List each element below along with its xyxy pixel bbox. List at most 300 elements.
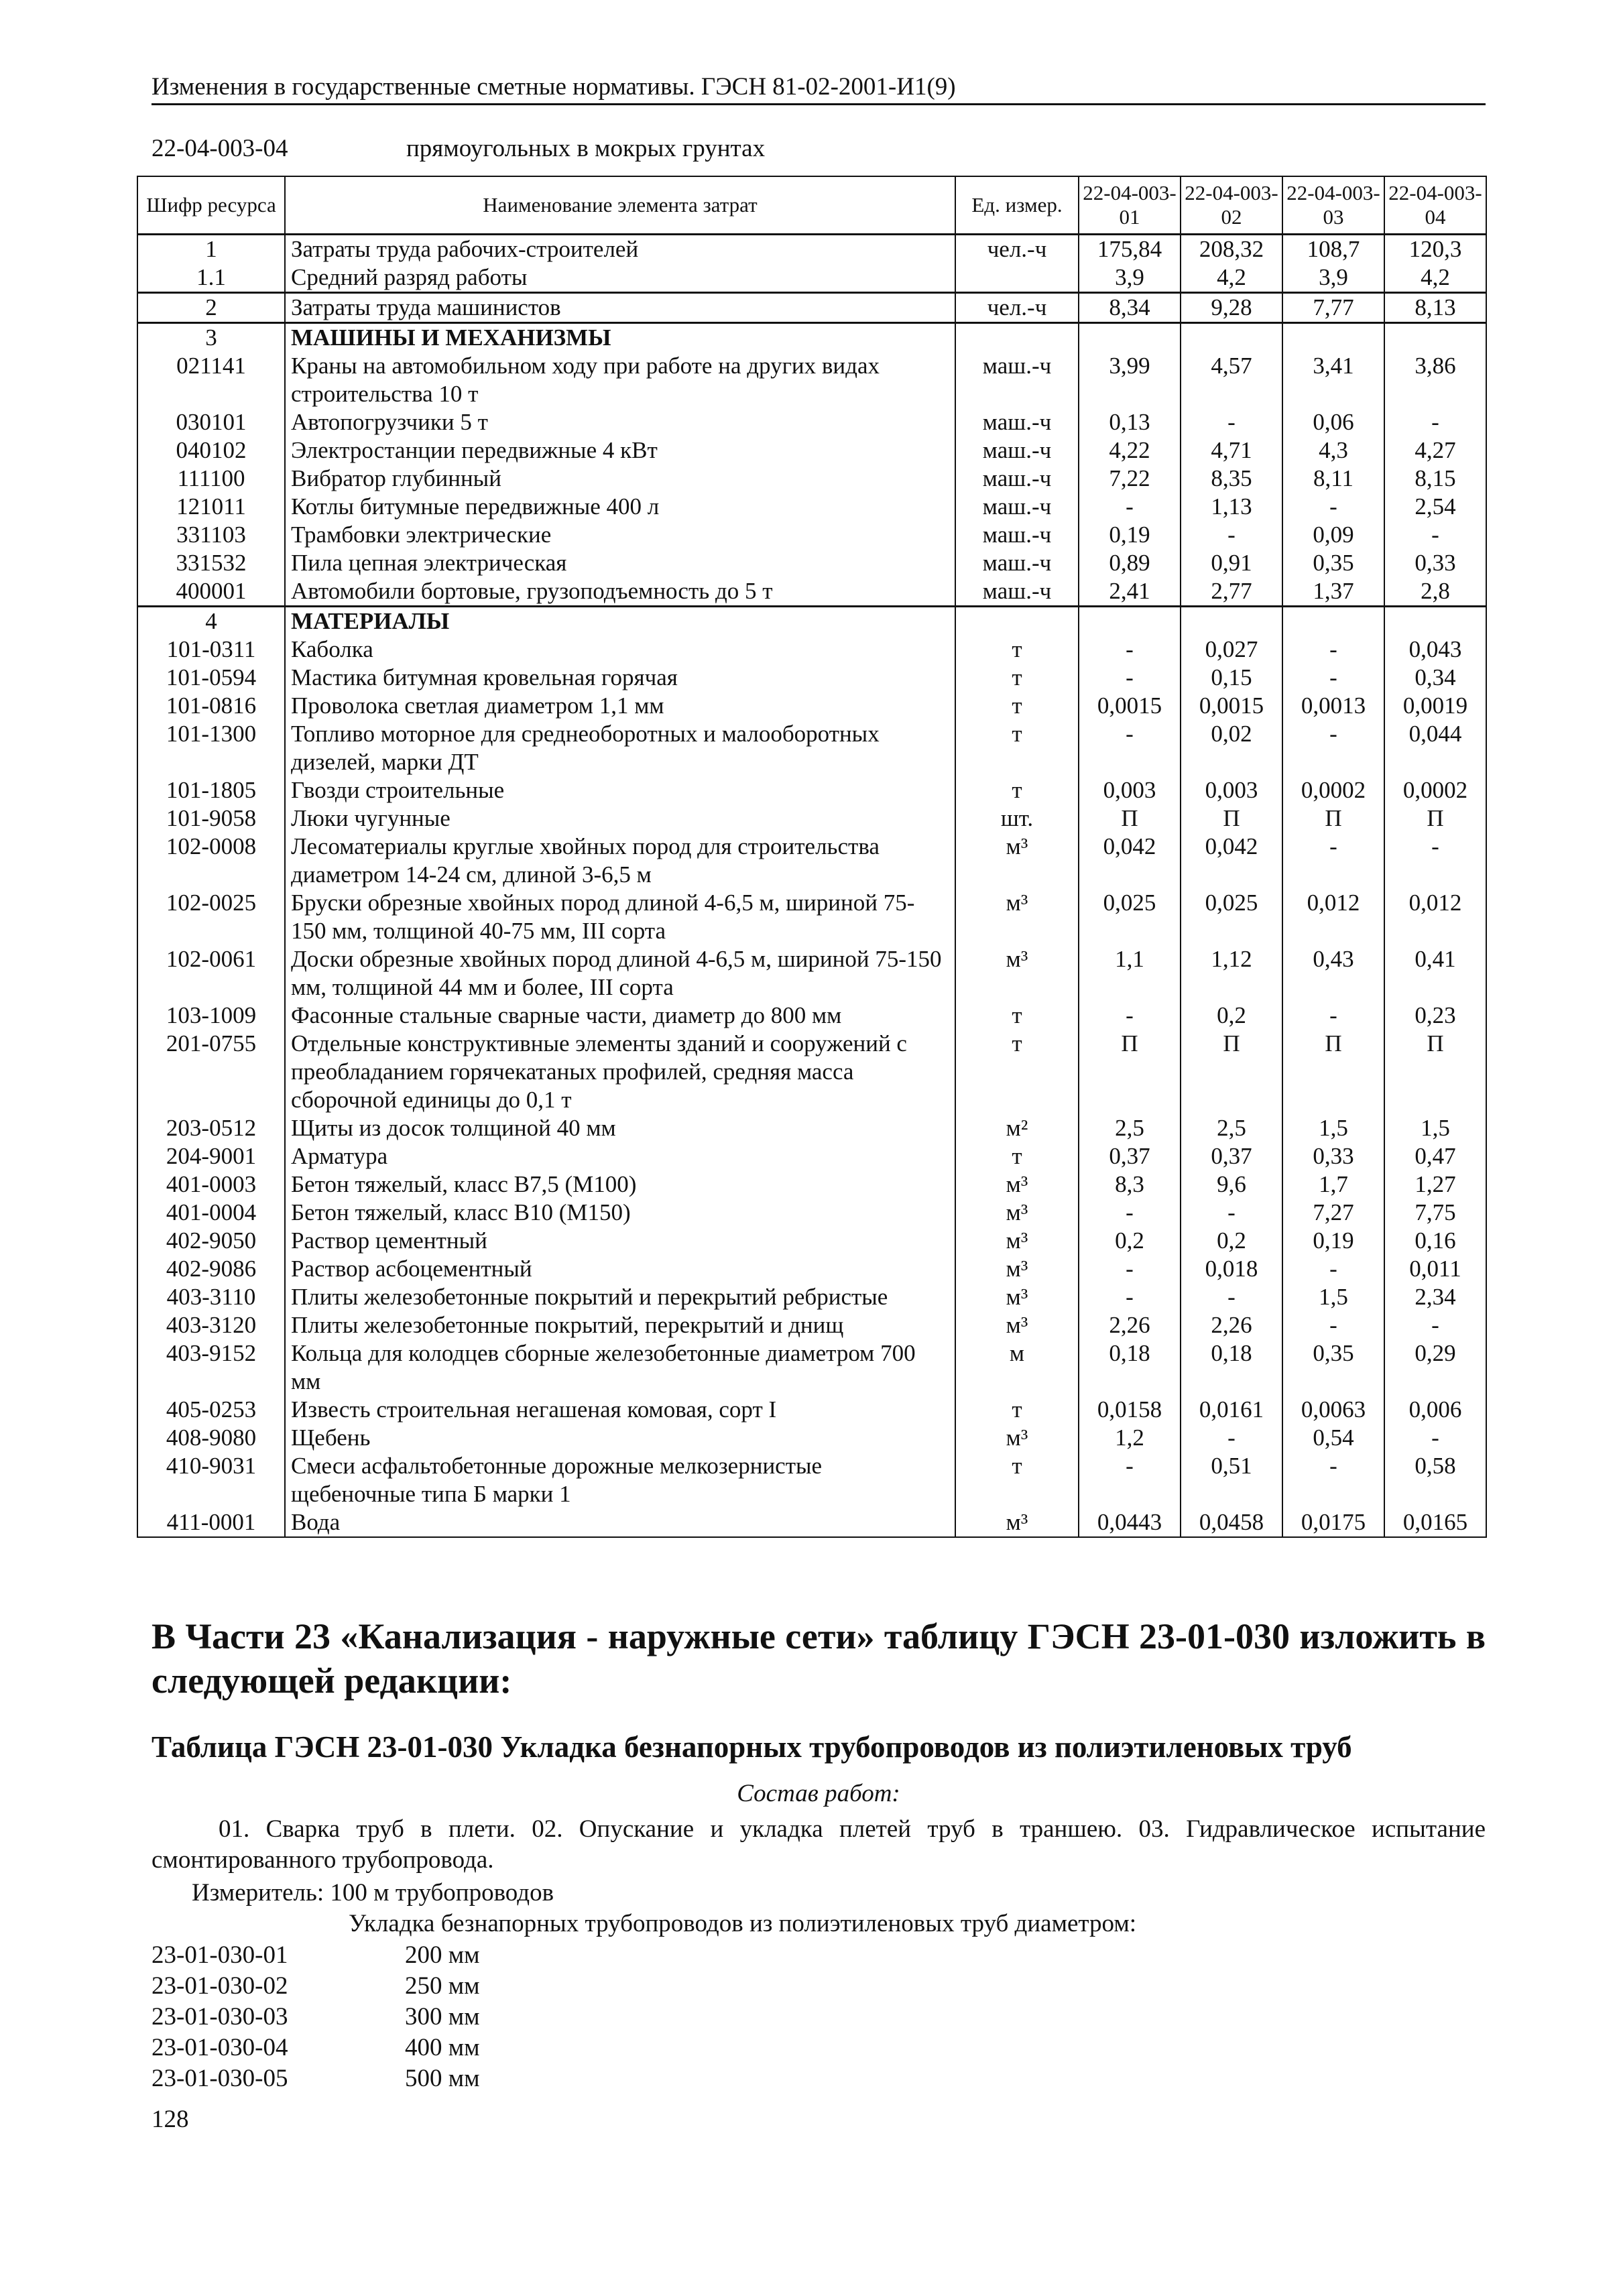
table-row [137, 1170, 1486, 1199]
value-cell-02: 0,042 [1181, 833, 1282, 889]
item-value: 250 мм [405, 1972, 480, 2000]
value-cell-01 [1079, 607, 1181, 636]
value-cell-04: 0,011 [1384, 1255, 1486, 1283]
value-cell-02: 0,37 [1181, 1142, 1282, 1170]
value-cell-01: 3,9 [1079, 263, 1181, 293]
table-row [137, 1452, 1486, 1508]
value-cell-02: 0,018 [1181, 1255, 1282, 1283]
resource-code-cell: 400001 [137, 577, 285, 607]
unit-cell: м³ [955, 1283, 1079, 1311]
unit-cell: м [955, 1339, 1079, 1396]
cost-element-cell: Автопогрузчики 5 т [285, 408, 955, 436]
cost-element-cell: Бетон тяжелый, класс В7,5 (М100) [285, 1170, 955, 1199]
header-cost-element: Наименование элемента затрат [285, 176, 955, 235]
unit-cell: чел.-ч [955, 293, 1079, 323]
value-cell-04: 1,27 [1384, 1170, 1486, 1199]
table-row [137, 493, 1486, 521]
cost-element-cell: Мастика битумная кровельная горячая [285, 664, 955, 692]
unit-cell: т [955, 720, 1079, 776]
value-cell-02: - [1181, 521, 1282, 549]
value-cell-02: 9,28 [1181, 293, 1282, 323]
cost-element-cell: Средний разряд работы [285, 263, 955, 293]
unit-cell: т [955, 1396, 1079, 1424]
value-cell-04: - [1384, 1424, 1486, 1452]
value-cell-04: 3,86 [1384, 352, 1486, 408]
cost-element-cell: Котлы битумные передвижные 400 л [285, 493, 955, 521]
value-cell-01: - [1079, 636, 1181, 664]
value-cell-02: - [1181, 408, 1282, 436]
unit-cell: т [955, 1142, 1079, 1170]
item-value: 300 мм [405, 2003, 480, 2031]
value-cell-04: - [1384, 1311, 1486, 1339]
cost-element-cell: Автомобили бортовые, грузоподъемность до 5 т [285, 577, 955, 607]
value-cell-04: 0,0002 [1384, 776, 1486, 804]
cost-element-cell: Топливо моторное для среднеоборотных и малооборотных дизелей, марки ДТ [285, 720, 955, 776]
value-cell-04: 0,16 [1384, 1227, 1486, 1255]
value-cell-01: 0,19 [1079, 521, 1181, 549]
value-cell-01: 1,2 [1079, 1424, 1181, 1452]
value-cell-03: 0,54 [1282, 1424, 1384, 1452]
table-row [137, 352, 1486, 408]
header-norm-01: 22-04-003-01 [1079, 176, 1181, 235]
cost-element-cell: Плиты железобетонные покрытий и перекрытий ребристые [285, 1283, 955, 1311]
unit-cell: т [955, 664, 1079, 692]
value-cell-02: П [1181, 804, 1282, 833]
item-value: 500 мм [405, 2065, 480, 2092]
cost-element-cell: Щебень [285, 1424, 955, 1452]
page-header: Изменения в государственные сметные нормативы. ГЭСН 81-02-2001-И1(9) [152, 72, 1486, 105]
value-cell-04: П [1384, 804, 1486, 833]
resource-code-cell: 101-0594 [137, 664, 285, 692]
resource-code-cell: 408-9080 [137, 1424, 285, 1452]
cost-element-cell: Каболка [285, 636, 955, 664]
value-cell-03: - [1282, 1255, 1384, 1283]
unit-cell: м³ [955, 1170, 1079, 1199]
value-cell-04: 0,58 [1384, 1452, 1486, 1508]
value-cell-03: 4,3 [1282, 436, 1384, 465]
table-body [137, 235, 1486, 1538]
value-cell-01 [1079, 323, 1181, 353]
table-section-row [137, 607, 1486, 636]
value-cell-04: 120,3 [1384, 235, 1486, 264]
value-cell-04: 0,0165 [1384, 1508, 1486, 1537]
value-cell-03: 1,5 [1282, 1114, 1384, 1142]
header-unit: Ед. измер. [955, 176, 1079, 235]
value-cell-03: 0,43 [1282, 945, 1384, 1002]
table-row [137, 945, 1486, 1002]
value-cell-03: 0,0013 [1282, 692, 1384, 720]
value-cell-01: П [1079, 1030, 1181, 1114]
value-cell-01: 0,0015 [1079, 692, 1181, 720]
section-heading: В Части 23 «Канализация - наружные сети» таблицу ГЭСН 23-01-030 изложить в следующей редакции: [152, 1616, 1486, 1701]
resource-code-cell: 401-0004 [137, 1199, 285, 1227]
table-row [137, 521, 1486, 549]
value-cell-03: 0,19 [1282, 1227, 1384, 1255]
unit-cell: м³ [955, 945, 1079, 1002]
value-cell-03: 7,27 [1282, 1199, 1384, 1227]
cost-element-cell: Пила цепная электрическая [285, 549, 955, 577]
item-value: 400 мм [405, 2034, 480, 2061]
value-cell-03: - [1282, 1452, 1384, 1508]
value-cell-03: 8,11 [1282, 465, 1384, 493]
value-cell-01: - [1079, 1199, 1181, 1227]
resource-code-cell: 103-1009 [137, 1002, 285, 1030]
value-cell-03: П [1282, 804, 1384, 833]
value-cell-04: 1,5 [1384, 1114, 1486, 1142]
value-cell-02: 0,0458 [1181, 1508, 1282, 1537]
value-cell-01: 2,5 [1079, 1114, 1181, 1142]
resource-code-cell: 101-1300 [137, 720, 285, 776]
value-cell-02 [1181, 323, 1282, 353]
cost-element-cell: МАТЕРИАЛЫ [285, 607, 955, 636]
cost-element-cell: Фасонные стальные сварные части, диаметр до 800 мм [285, 1002, 955, 1030]
cost-element-cell: Проволока светлая диаметром 1,1 мм [285, 692, 955, 720]
table-row [137, 692, 1486, 720]
table-row [137, 833, 1486, 889]
value-cell-03: 0,012 [1282, 889, 1384, 945]
value-cell-01: 0,13 [1079, 408, 1181, 436]
item-code: 23-01-030-04 [152, 2034, 288, 2061]
resource-code-cell: 410-9031 [137, 1452, 285, 1508]
cost-element-cell: Лесоматериалы круглые хвойных пород для строительства диаметром 14-24 см, длиной 3-6,5 м [285, 833, 955, 889]
resource-code-cell: 331103 [137, 521, 285, 549]
table-row [137, 636, 1486, 664]
unit-cell: м² [955, 1114, 1079, 1142]
value-cell-04: 2,34 [1384, 1283, 1486, 1311]
value-cell-04: 0,043 [1384, 636, 1486, 664]
composition-label: Состав работ: [737, 1780, 900, 1807]
value-cell-01: 0,042 [1079, 833, 1181, 889]
unit-cell: м³ [955, 1508, 1079, 1537]
value-cell-01: 2,26 [1079, 1311, 1181, 1339]
header-norm-03: 22-04-003-03 [1282, 176, 1384, 235]
value-cell-03 [1282, 607, 1384, 636]
value-cell-03: 7,77 [1282, 293, 1384, 323]
unit-cell: т [955, 1002, 1079, 1030]
value-cell-04: 4,2 [1384, 263, 1486, 293]
value-cell-04: - [1384, 408, 1486, 436]
unit-cell: маш.-ч [955, 465, 1079, 493]
table-row [137, 436, 1486, 465]
value-cell-04: 0,006 [1384, 1396, 1486, 1424]
unit-cell: маш.-ч [955, 408, 1079, 436]
unit-cell [955, 323, 1079, 353]
cost-element-cell: Бруски обрезные хвойных пород длиной 4-6,5 м, шириной 75-150 мм, толщиной 40-75 мм, III сорта [285, 889, 955, 945]
value-cell-04: 0,012 [1384, 889, 1486, 945]
unit-cell: шт. [955, 804, 1079, 833]
value-cell-02: 0,91 [1181, 549, 1282, 577]
value-cell-04: 8,15 [1384, 465, 1486, 493]
unit-cell: м³ [955, 833, 1079, 889]
table-row [137, 263, 1486, 293]
value-cell-03: П [1282, 1030, 1384, 1114]
value-cell-02: 2,5 [1181, 1114, 1282, 1142]
cost-element-cell: Отдельные конструктивные элементы зданий и сооружений с преобладанием горячекатаных профилей, средняя масса сборочной единицы до 0,1 т [285, 1030, 955, 1114]
cost-element-cell: Плиты железобетонные покрытий, перекрытий и днищ [285, 1311, 955, 1339]
resource-code-cell: 405-0253 [137, 1396, 285, 1424]
value-cell-04 [1384, 607, 1486, 636]
table-row [137, 1339, 1486, 1396]
cost-element-cell: Электростанции передвижные 4 кВт [285, 436, 955, 465]
cost-element-cell: Затраты труда рабочих-строителей [285, 235, 955, 264]
table-header-row [137, 176, 1486, 235]
table-row [137, 465, 1486, 493]
cost-element-cell: Раствор асбоцементный [285, 1255, 955, 1283]
value-cell-01: - [1079, 1002, 1181, 1030]
value-cell-02: 0,2 [1181, 1227, 1282, 1255]
value-cell-04: 0,47 [1384, 1142, 1486, 1170]
value-cell-03 [1282, 323, 1384, 353]
unit-cell: чел.-ч [955, 235, 1079, 264]
table-row [137, 235, 1486, 264]
resource-code-cell: 101-0816 [137, 692, 285, 720]
value-cell-03: 1,7 [1282, 1170, 1384, 1199]
value-cell-01: 0,2 [1079, 1227, 1181, 1255]
value-cell-02: 0,02 [1181, 720, 1282, 776]
value-cell-04: 0,29 [1384, 1339, 1486, 1396]
table-row [137, 1424, 1486, 1452]
resource-code-cell: 401-0003 [137, 1170, 285, 1199]
value-cell-02: 0,0015 [1181, 692, 1282, 720]
value-cell-03: 0,33 [1282, 1142, 1384, 1170]
cost-element-cell: Краны на автомобильном ходу при работе на других видах строительства 10 т [285, 352, 955, 408]
value-cell-02: 4,57 [1181, 352, 1282, 408]
unit-cell: т [955, 1030, 1079, 1114]
value-cell-02: П [1181, 1030, 1282, 1114]
value-cell-03: 1,37 [1282, 577, 1384, 607]
value-cell-03: - [1282, 636, 1384, 664]
table-row [137, 1255, 1486, 1283]
resource-code-cell: 2 [137, 293, 285, 323]
header-norm-04: 22-04-003-04 [1384, 176, 1486, 235]
value-cell-03: 0,06 [1282, 408, 1384, 436]
table-row [137, 889, 1486, 945]
header-resource-code: Шифр ресурса [137, 176, 285, 235]
page-number: 128 [152, 2106, 189, 2133]
value-cell-02: 208,32 [1181, 235, 1282, 264]
table-row [137, 1227, 1486, 1255]
value-cell-01: 0,025 [1079, 889, 1181, 945]
resource-code-cell: 201-0755 [137, 1030, 285, 1114]
table-row [137, 1508, 1486, 1537]
value-cell-04: 0,23 [1384, 1002, 1486, 1030]
value-cell-04: 0,33 [1384, 549, 1486, 577]
value-cell-04: - [1384, 833, 1486, 889]
value-cell-02: - [1181, 1199, 1282, 1227]
unit-cell: т [955, 1452, 1079, 1508]
value-cell-01: 4,22 [1079, 436, 1181, 465]
resource-code-cell: 203-0512 [137, 1114, 285, 1142]
unit-cell: м³ [955, 1199, 1079, 1227]
item-code: 23-01-030-03 [152, 2003, 288, 2031]
value-cell-02: - [1181, 1424, 1282, 1452]
unit-cell: маш.-ч [955, 521, 1079, 549]
value-cell-02: 4,71 [1181, 436, 1282, 465]
value-cell-01: - [1079, 493, 1181, 521]
table-row [137, 1199, 1486, 1227]
cost-element-cell: Люки чугунные [285, 804, 955, 833]
value-cell-02: 1,12 [1181, 945, 1282, 1002]
value-cell-01: - [1079, 1452, 1181, 1508]
cost-element-cell: Вибратор глубинный [285, 465, 955, 493]
value-cell-03: - [1282, 1002, 1384, 1030]
item-code: 23-01-030-02 [152, 1972, 288, 2000]
cost-element-cell: МАШИНЫ И МЕХАНИЗМЫ [285, 323, 955, 353]
unit-cell: м³ [955, 1311, 1079, 1339]
unit-cell: маш.-ч [955, 493, 1079, 521]
value-cell-01: 175,84 [1079, 235, 1181, 264]
unit-cell: маш.-ч [955, 577, 1079, 607]
value-cell-03: 3,9 [1282, 263, 1384, 293]
resource-code-cell: 102-0025 [137, 889, 285, 945]
cost-element-cell: Раствор цементный [285, 1227, 955, 1255]
table-row [137, 1002, 1486, 1030]
resource-code-cell: 403-3110 [137, 1283, 285, 1311]
header-norm-02: 22-04-003-02 [1181, 176, 1282, 235]
value-cell-02: 9,6 [1181, 1170, 1282, 1199]
resource-code-cell: 1.1 [137, 263, 285, 293]
value-cell-03: 0,35 [1282, 1339, 1384, 1396]
unit-cell: м³ [955, 889, 1079, 945]
value-cell-04: 2,54 [1384, 493, 1486, 521]
value-cell-01: 3,99 [1079, 352, 1181, 408]
value-cell-01: 1,1 [1079, 945, 1181, 1002]
cost-element-cell: Гвозди строительные [285, 776, 955, 804]
resource-code-cell: 121011 [137, 493, 285, 521]
resource-code-cell: 403-3120 [137, 1311, 285, 1339]
cost-element-cell: Арматура [285, 1142, 955, 1170]
cost-element-cell: Щиты из досок толщиной 40 мм [285, 1114, 955, 1142]
value-cell-04: - [1384, 521, 1486, 549]
value-cell-01: 0,18 [1079, 1339, 1181, 1396]
value-cell-01: 0,0443 [1079, 1508, 1181, 1537]
value-cell-02: 2,77 [1181, 577, 1282, 607]
value-cell-02: 0,003 [1181, 776, 1282, 804]
resource-code-cell: 101-1805 [137, 776, 285, 804]
value-cell-03: 0,0063 [1282, 1396, 1384, 1424]
items-intro: Укладка безнапорных трубопроводов из полиэтиленовых труб диаметром: [349, 1910, 1137, 1937]
unit-cell: т [955, 692, 1079, 720]
table-row [137, 1114, 1486, 1142]
unit-cell [955, 607, 1079, 636]
table-row [137, 776, 1486, 804]
value-cell-02: 0,51 [1181, 1452, 1282, 1508]
cost-element-cell: Вода [285, 1508, 955, 1537]
unit-cell: м³ [955, 1424, 1079, 1452]
cost-element-cell: Кольца для колодцев сборные железобетонные диаметром 700 мм [285, 1339, 955, 1396]
cost-element-cell: Затраты труда машинистов [285, 293, 955, 323]
subtitle-code: 22-04-003-04 [152, 135, 288, 162]
resource-code-cell: 111100 [137, 465, 285, 493]
cost-element-cell: Трамбовки электрические [285, 521, 955, 549]
resource-code-cell: 402-9050 [137, 1227, 285, 1255]
table-row [137, 1030, 1486, 1114]
value-cell-01: - [1079, 1255, 1181, 1283]
table-row [137, 549, 1486, 577]
resource-code-cell: 021141 [137, 352, 285, 408]
resource-code-cell: 331532 [137, 549, 285, 577]
value-cell-02: 0,027 [1181, 636, 1282, 664]
resource-code-cell: 411-0001 [137, 1508, 285, 1537]
table-row [137, 720, 1486, 776]
value-cell-01: 0,003 [1079, 776, 1181, 804]
table-row [137, 293, 1486, 323]
resource-code-cell: 102-0061 [137, 945, 285, 1002]
resource-code-cell: 204-9001 [137, 1142, 285, 1170]
value-cell-04: 2,8 [1384, 577, 1486, 607]
value-cell-01: 2,41 [1079, 577, 1181, 607]
value-cell-04: 0,41 [1384, 945, 1486, 1002]
cost-element-cell: Известь строительная негашеная комовая, сорт I [285, 1396, 955, 1424]
value-cell-04: 0,0019 [1384, 692, 1486, 720]
unit-cell: м³ [955, 1227, 1079, 1255]
composition-text: 01. Сварка труб в плети. 02. Опускание и укладка плетей труб в траншею. 03. Гидравлическое испытание смонтированного трубопровода. [152, 1815, 1486, 1874]
unit-cell: маш.-ч [955, 549, 1079, 577]
resource-code-cell: 4 [137, 607, 285, 636]
value-cell-04: 0,044 [1384, 720, 1486, 776]
value-cell-02: 1,13 [1181, 493, 1282, 521]
value-cell-03: - [1282, 833, 1384, 889]
value-cell-01: 8,3 [1079, 1170, 1181, 1199]
value-cell-04: П [1384, 1030, 1486, 1114]
value-cell-02: 4,2 [1181, 263, 1282, 293]
table-row [137, 1283, 1486, 1311]
table-row [137, 1311, 1486, 1339]
resource-code-cell: 1 [137, 235, 285, 264]
table-row [137, 577, 1486, 607]
value-cell-01: - [1079, 720, 1181, 776]
unit-cell: маш.-ч [955, 352, 1079, 408]
subtitle-text: прямоугольных в мокрых грунтах [406, 135, 766, 162]
measure-text: Измеритель: 100 м трубопроводов [192, 1879, 554, 1907]
value-cell-01: 0,0158 [1079, 1396, 1181, 1424]
value-cell-03: 0,0175 [1282, 1508, 1384, 1537]
value-cell-03: 0,0002 [1282, 776, 1384, 804]
value-cell-03: 0,09 [1282, 521, 1384, 549]
value-cell-01: - [1079, 664, 1181, 692]
cost-element-cell: Доски обрезные хвойных пород длиной 4-6,5 м, шириной 75-150 мм, толщиной 44 мм и более, III сорта [285, 945, 955, 1002]
table-title: Таблица ГЭСН 23-01-030 Укладка безнапорных трубопроводов из полиэтиленовых труб [152, 1730, 1352, 1764]
value-cell-01: 8,34 [1079, 293, 1181, 323]
value-cell-01: П [1079, 804, 1181, 833]
value-cell-03: - [1282, 664, 1384, 692]
unit-cell [955, 263, 1079, 293]
cost-element-cell: Смеси асфальтобетонные дорожные мелкозернистые щебеночные типа Б марки 1 [285, 1452, 955, 1508]
unit-cell: т [955, 636, 1079, 664]
value-cell-04: 8,13 [1384, 293, 1486, 323]
table-row [137, 408, 1486, 436]
item-code: 23-01-030-01 [152, 1941, 288, 1969]
table-row [137, 664, 1486, 692]
table-section-row [137, 323, 1486, 353]
value-cell-01: 7,22 [1079, 465, 1181, 493]
value-cell-04: 0,34 [1384, 664, 1486, 692]
value-cell-04: 7,75 [1384, 1199, 1486, 1227]
value-cell-03: - [1282, 493, 1384, 521]
value-cell-02: 8,35 [1181, 465, 1282, 493]
value-cell-03: 0,35 [1282, 549, 1384, 577]
value-cell-03: - [1282, 720, 1384, 776]
item-value: 200 мм [405, 1941, 480, 1969]
resource-code-cell: 030101 [137, 408, 285, 436]
table-row [137, 804, 1486, 833]
unit-cell: маш.-ч [955, 436, 1079, 465]
value-cell-02: 0,0161 [1181, 1396, 1282, 1424]
value-cell-02: 0,2 [1181, 1002, 1282, 1030]
resource-code-cell: 101-0311 [137, 636, 285, 664]
resource-code-cell: 102-0008 [137, 833, 285, 889]
value-cell-02: 0,18 [1181, 1339, 1282, 1396]
